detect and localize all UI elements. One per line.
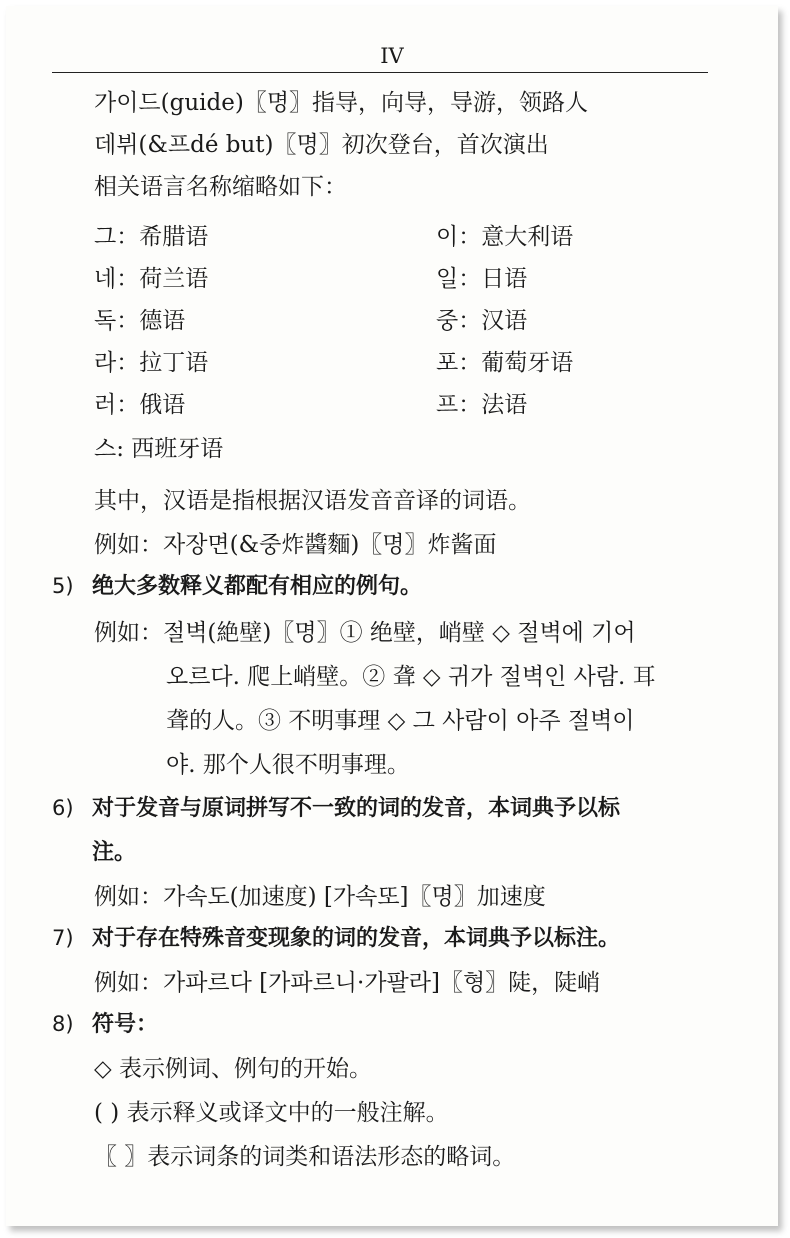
page-number: IV <box>380 44 404 68</box>
item-5-example-line-2: 오르다. 爬上峭壁。② 聋 ◇ 귀가 절벽인 사람. 耳 <box>166 664 656 690</box>
item-7-number: 7) <box>52 926 74 950</box>
item-7-text: 对于存在特殊音变现象的词的发音，本词典予以标注。 <box>92 926 621 951</box>
abbrev-japanese: 일：日语 <box>436 266 528 292</box>
abbrev-chinese: 중：汉语 <box>436 308 528 334</box>
dictionary-page <box>6 6 778 1226</box>
abbrev-spanish: 스: 西班牙语 <box>94 436 224 462</box>
abbrev-portuguese: 포：葡萄牙语 <box>436 350 574 376</box>
symbol-parentheses: ( ) 表示释义或译文中的一般注解。 <box>94 1100 449 1126</box>
symbol-diamond: ◇ 表示例词、例句的开始。 <box>94 1056 372 1082</box>
item-6-text-line-1: 对于发音与原词拼写不一致的词的发音，本词典予以标 <box>92 796 621 821</box>
item-7-example: 例如：가파르다 [가파르니·가팔라]〖형〗陡，陡峭 <box>94 970 601 996</box>
abbrev-intro: 相关语言名称缩略如下： <box>94 174 347 200</box>
han-note: 其中，汉语是指根据汉语发音音译的词语。 <box>94 488 531 514</box>
item-8-text: 符号： <box>92 1012 159 1037</box>
symbol-brackets: 〖 〗表示词条的词类和语法形态的略词。 <box>94 1144 516 1170</box>
item-5-example-line-4: 야. 那个人很不明事理。 <box>166 752 410 778</box>
han-example: 例如：자장면(&중炸醬麵)〖명〗炸酱面 <box>94 532 497 558</box>
abbrev-german: 독：德语 <box>94 308 186 334</box>
item-6-example: 例如：가속도(加速度) [가속또]〖명〗加速度 <box>94 884 546 910</box>
item-6-number: 6) <box>52 796 74 820</box>
entry-guide: 가이드(guide)〖명〗指导，向导，导游，领路人 <box>94 90 589 116</box>
entry-debut: 데뷔(&프dé but)〖명〗初次登台，首次演出 <box>94 132 549 158</box>
item-5-example-line-3: 聋的人。③ 不明事理 ◇ 그 사람이 아주 절벽이 <box>166 708 635 734</box>
header-rule <box>52 72 708 73</box>
abbrev-dutch: 네：荷兰语 <box>94 266 209 292</box>
abbrev-latin: 라：拉丁语 <box>94 350 209 376</box>
abbrev-italian: 이：意大利语 <box>436 224 574 250</box>
item-5-number: 5) <box>52 574 74 598</box>
item-8-number: 8) <box>52 1012 74 1036</box>
item-6-text-line-2: 注。 <box>92 840 137 865</box>
item-5-example-line-1: 例如：절벽(絶壁)〖명〗① 绝壁，峭壁 ◇ 절벽에 기어 <box>94 620 636 646</box>
abbrev-russian: 러：俄语 <box>94 392 186 418</box>
abbrev-french: 프：法语 <box>436 392 528 418</box>
abbrev-greek: 그：希腊语 <box>94 224 209 250</box>
item-5-text: 绝大多数释义都配有相应的例句。 <box>92 574 423 599</box>
